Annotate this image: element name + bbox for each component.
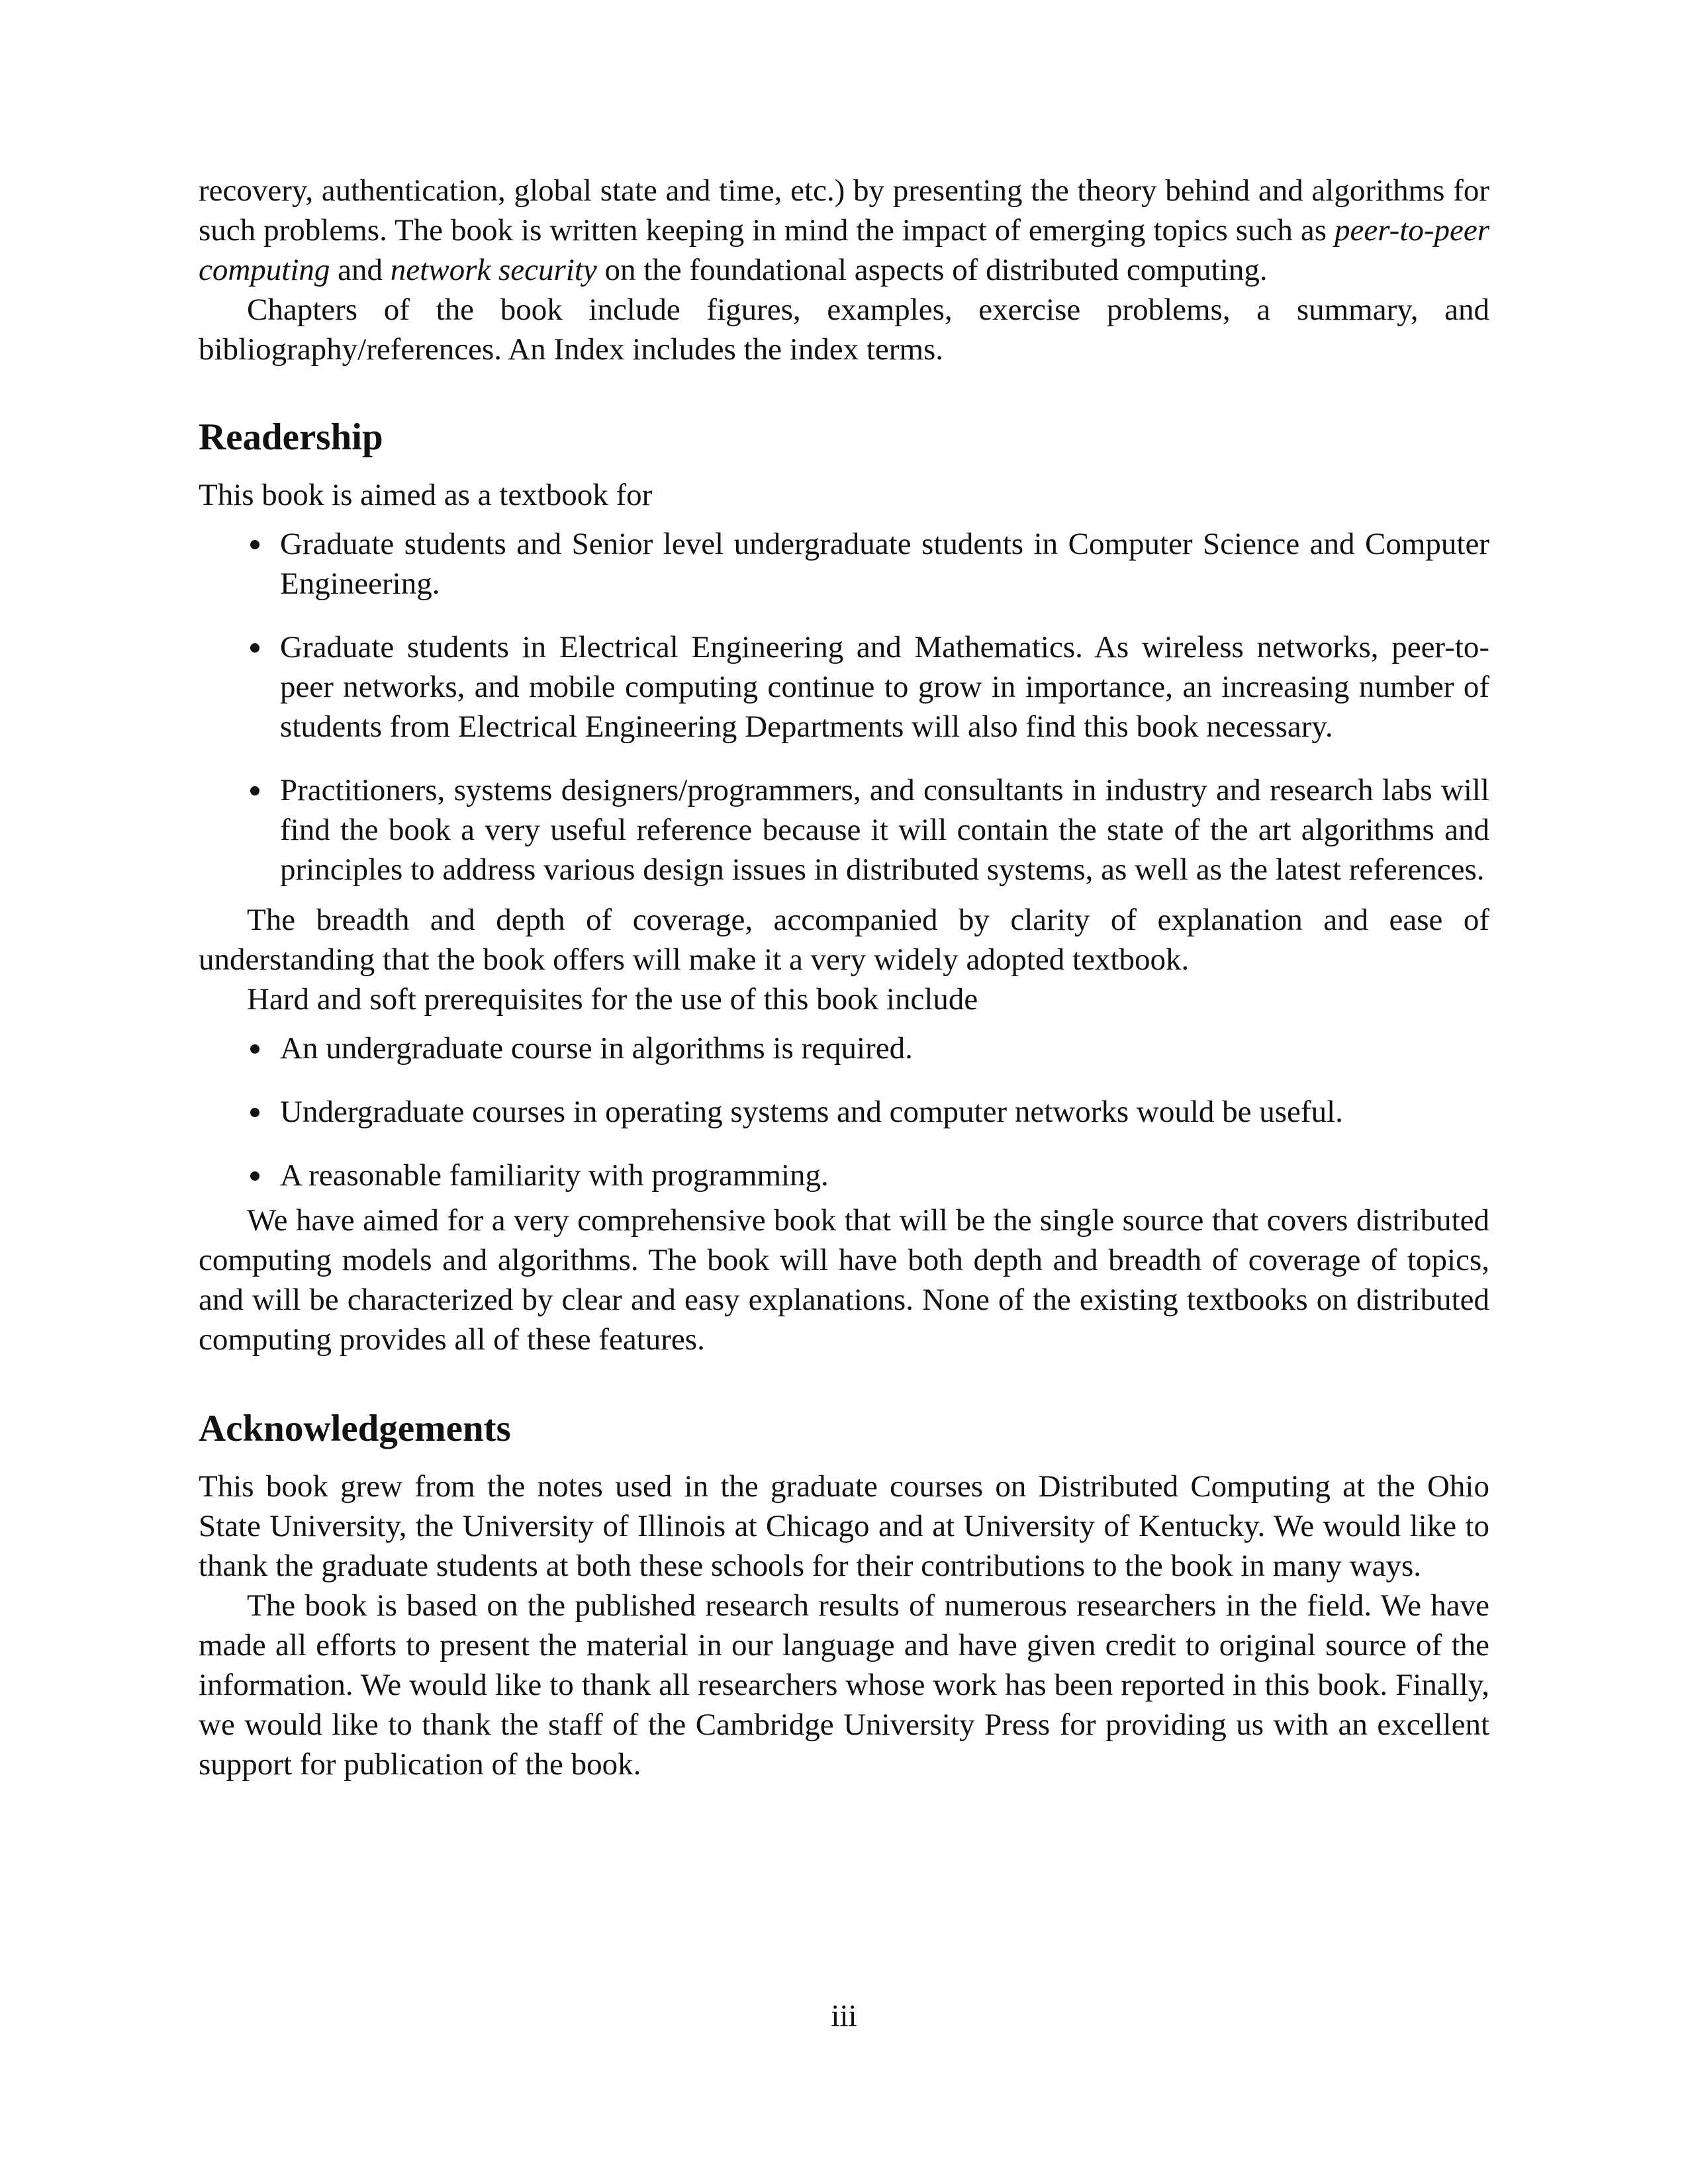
emphasis-network-security: network security xyxy=(390,253,597,287)
list-item: Graduate students in Electrical Engineering and Mathematics. As wireless networks, peer-to-peer networks, and mobile computing continue to grow in importance, an increasing number of students from Electrical Engineering Departments will also find this book necessary. xyxy=(280,627,1489,747)
readership-heading: Readership xyxy=(199,416,383,458)
acknowledgements-paragraph-2: The book is based on the published research results of numerous researchers in the field. We have made all efforts to present the material in our language and have given credit to original source of the information. We would like to thank all researchers whose work has been reported in this book. Finally, we would like to thank the staff of the Cambridge University Press for providing us with an excellent support for publication of the book. xyxy=(199,1588,1489,1782)
readership-lead: This book is aimed as a textbook for xyxy=(199,478,653,512)
prerequisites-list xyxy=(199,1028,1489,1195)
page-body xyxy=(199,171,1489,1784)
breadth-paragraph: The breadth and depth of coverage, accompanied by clarity of explanation and ease of understanding that the book offers will make it a very widely adopted textbook. xyxy=(199,903,1489,977)
intro-paragraph-2: Chapters of the book include figures, examples, exercise problems, a summary, and bibliography/references. An Index includes the index terms. xyxy=(199,293,1489,367)
list-item: An undergraduate course in algorithms is required. xyxy=(280,1028,1489,1068)
intro-paragraph-1: recovery, authentication, global state and time, etc.) by presenting the theory behind and algorithms for such problems. The book is written keeping in mind the impact of emerging topics such as peer-to-peer computing and network security on the foundational aspects of distributed computing. xyxy=(199,173,1489,287)
acknowledgements-paragraph-1: This book grew from the notes used in the graduate courses on Distributed Computing at the Ohio State University, the University of Illinois at Chicago and at University of Kentucky. We would like to thank the graduate students at both these schools for their contributions to the book in many ways. xyxy=(199,1469,1489,1583)
emphasis-peer-to-peer: peer-to-peer computing xyxy=(199,213,1489,287)
acknowledgements-heading: Acknowledgements xyxy=(199,1408,511,1449)
audience-list xyxy=(199,524,1489,889)
list-item: A reasonable familiarity with programming. xyxy=(280,1156,1489,1195)
list-item: Undergraduate courses in operating systems and computer networks would be useful. xyxy=(280,1092,1489,1132)
list-item: Graduate students and Senior level undergraduate students in Computer Science and Computer Engineering. xyxy=(280,524,1489,604)
page-number: iii xyxy=(831,1999,857,2033)
prerequisites-lead: Hard and soft prerequisites for the use of this book include xyxy=(247,982,978,1017)
aim-paragraph: We have aimed for a very comprehensive book that will be the single source that covers distributed computing models and algorithms. The book will have both depth and breadth of coverage of topics, and will be characterized by clear and easy explanations. None of the existing textbooks on distributed computing provides all of these features. xyxy=(199,1203,1489,1357)
list-item: Practitioners, systems designers/programmers, and consultants in industry and research labs will find the book a very useful reference because it will contain the state of the art algorithms and principles to address various design issues in distributed systems, as well as the latest references. xyxy=(280,770,1489,889)
